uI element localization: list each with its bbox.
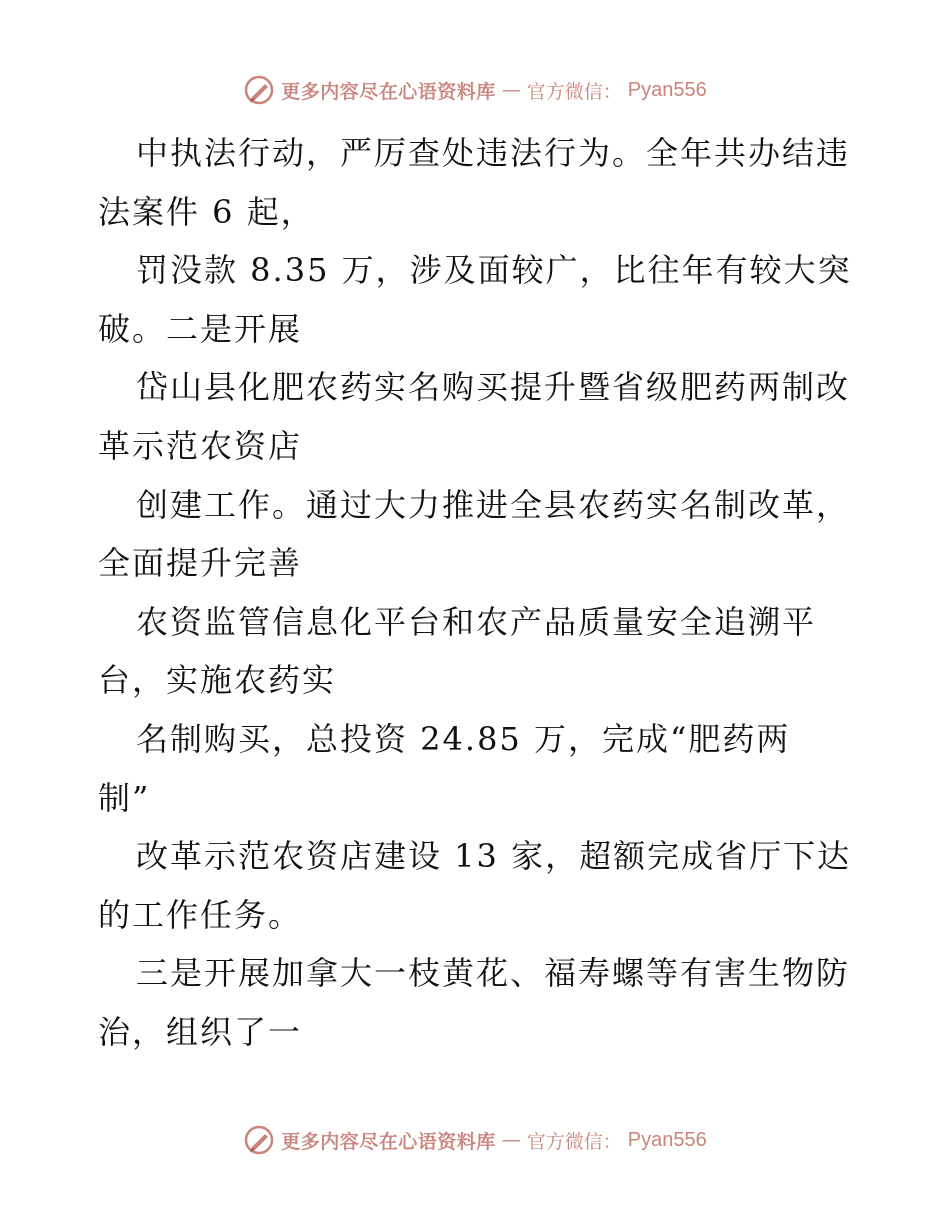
header-watermark xyxy=(0,70,950,110)
body-line: 创建工作。通过大力推进全县农药实名制改革， xyxy=(136,485,851,524)
body-line: 岱山县化肥农药实名购买提升暨省级肥药两制改 xyxy=(136,368,851,407)
watermark-official-label: 官方微信： xyxy=(526,80,622,103)
body-line: 革示范农资店 xyxy=(98,426,303,465)
body-line: 改革示范农资店建设 13 家，超额完成省厅下达 xyxy=(136,837,852,876)
document-body xyxy=(98,124,858,1062)
body-line: 罚没款 8.35 万，涉及面较广，比往年有较大突 xyxy=(136,251,852,290)
body-line: 的工作任务。 xyxy=(98,895,303,934)
body-line: 全面提升完善 xyxy=(98,544,303,583)
body-line: 破。二是开展 xyxy=(98,309,303,348)
watermark-account-id: Pyan556 xyxy=(627,78,707,101)
body-line: 农资监管信息化平台和农产品质量安全追溯平 xyxy=(136,602,817,641)
body-line: 台，实施农药实 xyxy=(98,661,337,700)
watermark-separator: — xyxy=(501,79,521,101)
watermark-account-id: Pyan556 xyxy=(627,1128,707,1151)
footer-watermark xyxy=(0,1120,950,1160)
body-line: 制” xyxy=(98,778,151,817)
body-line: 三是开展加拿大一枝黄花、福寿螺等有害生物防 xyxy=(136,954,851,993)
pen-logo-icon xyxy=(243,1124,275,1156)
body-line: 法案件 6 起， xyxy=(98,192,315,231)
pen-logo-icon xyxy=(243,74,275,106)
body-line: 治，组织了一 xyxy=(98,1012,303,1051)
watermark-official-label: 官方微信： xyxy=(526,1130,622,1153)
watermark-brand: 更多内容尽在心语资料库 xyxy=(281,1130,496,1153)
body-line: 名制购买，总投资 24.85 万，完成“肥药两 xyxy=(136,719,791,758)
body-line: 中执法行动，严厉查处违法行为。全年共办结违 xyxy=(136,134,851,172)
watermark-separator: — xyxy=(501,1129,521,1151)
watermark-brand: 更多内容尽在心语资料库 xyxy=(281,80,496,103)
